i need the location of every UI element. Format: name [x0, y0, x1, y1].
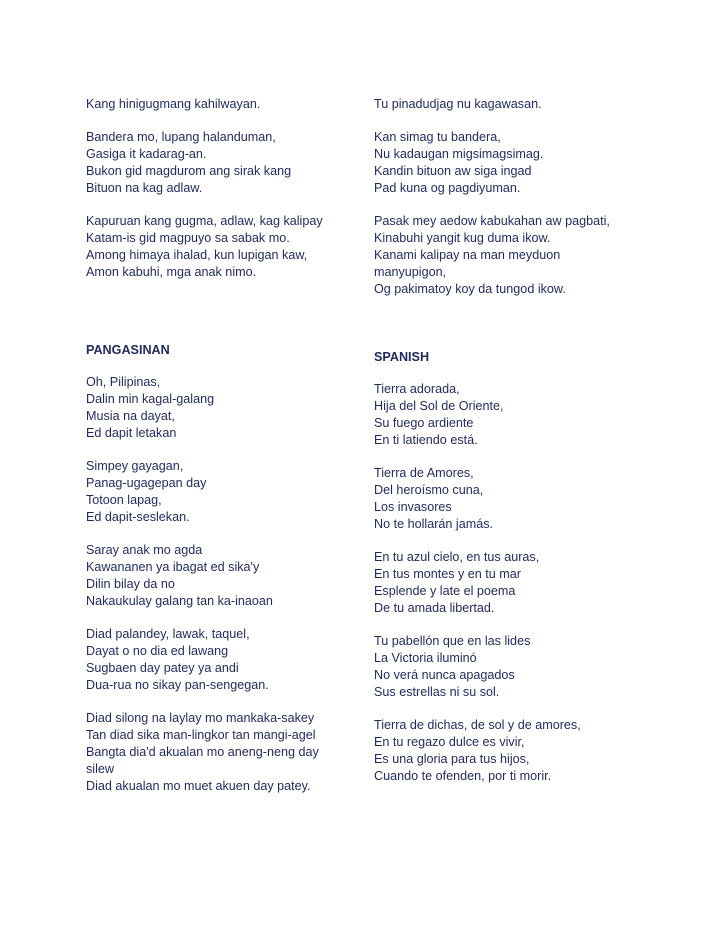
right-verse-line: Pad kuna og pagdiyuman.	[374, 181, 521, 195]
left-verse-line: Diad akualan mo muet akuen day patey.	[86, 779, 311, 793]
left-verse-line: Kang hinigugmang kahilwayan.	[86, 97, 261, 111]
right-section-heading: SPANISH	[374, 350, 430, 364]
right-verse-line: Tierra de dichas, de sol y de amores,	[374, 718, 581, 732]
left-verse-line: Bangta dia'd akualan mo aneng-neng day	[86, 745, 319, 759]
left-verse-line: Kawananen ya ibagat ed sika'y	[86, 560, 260, 574]
right-verse-line: De tu amada libertad.	[374, 601, 495, 615]
right-verse-line: Sus estrellas ni su sol.	[374, 685, 500, 699]
left-verse-line: Amon kabuhi, mga anak nimo.	[86, 265, 257, 279]
right-verse-line: Nu kadaugan migsimagsimag.	[374, 147, 544, 161]
left-verse-line: Ed dapit letakan	[86, 426, 177, 440]
right-verse-line: Cuando te ofenden, por ti morir.	[374, 769, 552, 783]
left-verse-line: Tan diad sika man-lingkor tan mangi-agel	[86, 728, 316, 742]
right-verse-line: Es una gloria para tus hijos,	[374, 752, 530, 766]
left-verse-line: Diad silong na laylay mo mankaka-sakey	[86, 711, 315, 725]
right-verse-line: En ti latiendo está.	[374, 433, 478, 447]
right-verse-line: En tus montes y en tu mar	[374, 567, 521, 581]
left-verse-line: Panag-ugagepan day	[86, 476, 207, 490]
left-verse-line: Among himaya ihalad, kun lupigan kaw,	[86, 248, 308, 262]
left-verse-line: Simpey gayagan,	[86, 459, 184, 473]
right-verse-line: No verá nunca apagados	[374, 668, 515, 682]
left-verse-line: Dua-rua no sikay pan-sengegan.	[86, 678, 269, 692]
left-verse-line: Oh, Pilipinas,	[86, 375, 161, 389]
left-verse-line: Kapuruan kang gugma, adlaw, kag kalipay	[86, 214, 323, 228]
right-verse-line: Tu pabellón que en las lides	[374, 634, 531, 648]
left-verse-line: silew	[86, 762, 114, 776]
left-verse-line: Gasiga it kadarag-an.	[86, 147, 207, 161]
right-verse-line: Tu pinadudjag nu kagawasan.	[374, 97, 542, 111]
left-verse-line: Katam-is gid magpuyo sa sabak mo.	[86, 231, 290, 245]
right-verse-line: Del heroísmo cuna,	[374, 483, 484, 497]
left-verse-line: Bituon na kag adlaw.	[86, 181, 203, 195]
right-verse-line: Kan simag tu bandera,	[374, 130, 501, 144]
left-verse-line: Nakaukulay galang tan ka-inaoan	[86, 594, 273, 608]
right-verse-line: No te hollarán jamás.	[374, 517, 494, 531]
right-verse-line: En tu regazo dulce es vivir,	[374, 735, 525, 749]
right-verse-line: Hija del Sol de Oriente,	[374, 399, 504, 413]
left-verse-line: Musia na dayat,	[86, 409, 175, 423]
left-verse-line: Bukon gid magdurom ang sirak kang	[86, 164, 292, 178]
right-verse-line: manyupigon,	[374, 265, 447, 279]
left-verse-line: Saray anak mo agda	[86, 543, 203, 557]
right-verse-line: Pasak mey aedow kabukahan aw pagbati,	[374, 214, 610, 228]
left-verse-line: Sugbaen day patey ya andi	[86, 661, 239, 675]
left-verse-line: Dayat o no dia ed lawang	[86, 644, 229, 658]
right-verse-line: Tierra adorada,	[374, 382, 460, 396]
right-verse-line: Kinabuhi yangit kug duma ikow.	[374, 231, 551, 245]
left-verse-line: Dilin bilay da no	[86, 577, 175, 591]
right-verse-line: Los invasores	[374, 500, 452, 514]
left-verse-line: Diad palandey, lawak, taquel,	[86, 627, 250, 641]
left-section-heading: PANGASINAN	[86, 343, 170, 357]
left-verse-line: Ed dapit-seslekan.	[86, 510, 190, 524]
right-verse-line: Tierra de Amores,	[374, 466, 474, 480]
right-verse-line: Og pakimatoy koy da tungod ikow.	[374, 282, 566, 296]
right-verse-line: La Victoria iluminó	[374, 651, 477, 665]
left-verse-line: Dalin min kagal-galang	[86, 392, 215, 406]
right-verse-line: Esplende y late el poema	[374, 584, 516, 598]
left-verse-line: Bandera mo, lupang halanduman,	[86, 130, 276, 144]
right-verse-line: Kanami kalipay na man meyduon	[374, 248, 561, 262]
right-verse-line: En tu azul cielo, en tus auras,	[374, 550, 540, 564]
right-verse-line: Su fuego ardiente	[374, 416, 474, 430]
left-verse-line: Totoon lapag,	[86, 493, 162, 507]
right-verse-line: Kandin bituon aw siga ingad	[374, 164, 532, 178]
